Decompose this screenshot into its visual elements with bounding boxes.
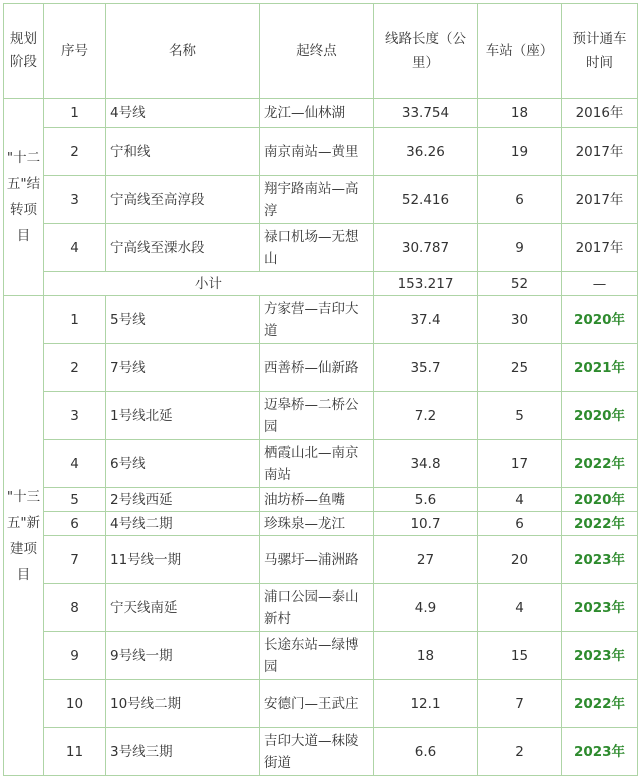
row-no: 6 <box>44 512 106 536</box>
line-name: 宁高线至高淳段 <box>106 176 260 224</box>
table-row <box>4 680 638 728</box>
stations: 30 <box>478 296 562 344</box>
open-year: 2020年 <box>562 488 638 512</box>
line-name: 3号线三期 <box>106 728 260 776</box>
row-no: 2 <box>44 128 106 176</box>
length: 18 <box>374 632 478 680</box>
length: 12.1 <box>374 680 478 728</box>
header-no: 序号 <box>44 4 106 99</box>
open-year: 2020年 <box>562 296 638 344</box>
open-year: 2021年 <box>562 344 638 392</box>
line-name: 宁高线至溧水段 <box>106 224 260 272</box>
stations: 18 <box>478 99 562 128</box>
row-no: 8 <box>44 584 106 632</box>
header-stage: 规划阶段 <box>4 4 44 99</box>
metro-plan-table <box>3 3 638 776</box>
length: 52.416 <box>374 176 478 224</box>
stage-cell-13th: "十三五"新建项目 <box>4 296 44 776</box>
length: 7.2 <box>374 392 478 440</box>
line-name: 6号线 <box>106 440 260 488</box>
header-stations: 车站（座） <box>478 4 562 99</box>
header-length: 线路长度（公里） <box>374 4 478 99</box>
row-no: 4 <box>44 440 106 488</box>
stations: 9 <box>478 224 562 272</box>
length: 30.787 <box>374 224 478 272</box>
table-row <box>4 488 638 512</box>
open-year: 2022年 <box>562 680 638 728</box>
row-no: 4 <box>44 224 106 272</box>
table-row <box>4 536 638 584</box>
table-row <box>4 440 638 488</box>
line-name: 7号线 <box>106 344 260 392</box>
stations: 25 <box>478 344 562 392</box>
subtotal-label: 小计 <box>44 272 374 296</box>
length: 37.4 <box>374 296 478 344</box>
line-name: 宁和线 <box>106 128 260 176</box>
line-name: 9号线一期 <box>106 632 260 680</box>
endpoints: 南京南站—黄里 <box>260 128 374 176</box>
endpoints: 禄口机场—无想山 <box>260 224 374 272</box>
table-row <box>4 128 638 176</box>
length: 33.754 <box>374 99 478 128</box>
line-name: 宁天线南延 <box>106 584 260 632</box>
stations: 19 <box>478 128 562 176</box>
length: 34.8 <box>374 440 478 488</box>
header-open-year: 预计通车时间 <box>562 4 638 99</box>
endpoints: 马骡圩—浦洲路 <box>260 536 374 584</box>
line-name: 4号线二期 <box>106 512 260 536</box>
row-no: 3 <box>44 176 106 224</box>
subtotal-row <box>4 272 638 296</box>
row-no: 9 <box>44 632 106 680</box>
open-year: 2023年 <box>562 632 638 680</box>
endpoints: 珍珠泉—龙江 <box>260 512 374 536</box>
line-name: 11号线一期 <box>106 536 260 584</box>
length: 6.6 <box>374 728 478 776</box>
stations: 17 <box>478 440 562 488</box>
stations: 20 <box>478 536 562 584</box>
row-no: 1 <box>44 99 106 128</box>
endpoints: 油坊桥—鱼嘴 <box>260 488 374 512</box>
open-year: 2022年 <box>562 440 638 488</box>
endpoints: 吉印大道—秣陵街道 <box>260 728 374 776</box>
endpoints: 翔宇路南站—高淳 <box>260 176 374 224</box>
table-row <box>4 176 638 224</box>
row-no: 5 <box>44 488 106 512</box>
open-year: 2022年 <box>562 512 638 536</box>
endpoints: 龙江—仙林湖 <box>260 99 374 128</box>
row-no: 3 <box>44 392 106 440</box>
open-year: 2016年 <box>562 99 638 128</box>
header-row <box>4 4 638 99</box>
stations: 2 <box>478 728 562 776</box>
open-year: 2020年 <box>562 392 638 440</box>
line-name: 1号线北延 <box>106 392 260 440</box>
endpoints: 栖霞山北—南京南站 <box>260 440 374 488</box>
row-no: 7 <box>44 536 106 584</box>
length: 35.7 <box>374 344 478 392</box>
stations: 5 <box>478 392 562 440</box>
subtotal-length: 153.217 <box>374 272 478 296</box>
table-row <box>4 728 638 776</box>
endpoints: 长途东站—绿博园 <box>260 632 374 680</box>
table-row <box>4 224 638 272</box>
open-year: 2023年 <box>562 728 638 776</box>
stations: 7 <box>478 680 562 728</box>
line-name: 10号线二期 <box>106 680 260 728</box>
open-year: 2023年 <box>562 584 638 632</box>
row-no: 11 <box>44 728 106 776</box>
endpoints: 西善桥—仙新路 <box>260 344 374 392</box>
row-no: 1 <box>44 296 106 344</box>
endpoints: 浦口公园—泰山新村 <box>260 584 374 632</box>
table-row <box>4 632 638 680</box>
subtotal-stations: 52 <box>478 272 562 296</box>
length: 36.26 <box>374 128 478 176</box>
header-endpoints: 起终点 <box>260 4 374 99</box>
table-row <box>4 512 638 536</box>
length: 10.7 <box>374 512 478 536</box>
stage-cell-12th: "十二五"结转项目 <box>4 99 44 296</box>
endpoints: 迈皋桥—二桥公园 <box>260 392 374 440</box>
table-row <box>4 392 638 440</box>
subtotal-year: — <box>562 272 638 296</box>
length: 4.9 <box>374 584 478 632</box>
stations: 4 <box>478 584 562 632</box>
open-year: 2017年 <box>562 224 638 272</box>
open-year: 2023年 <box>562 536 638 584</box>
length: 27 <box>374 536 478 584</box>
stations: 6 <box>478 176 562 224</box>
stations: 15 <box>478 632 562 680</box>
stations: 4 <box>478 488 562 512</box>
table-row <box>4 296 638 344</box>
stations: 6 <box>478 512 562 536</box>
row-no: 2 <box>44 344 106 392</box>
endpoints: 安德门—王武庄 <box>260 680 374 728</box>
table-row <box>4 584 638 632</box>
line-name: 4号线 <box>106 99 260 128</box>
table-row <box>4 99 638 128</box>
open-year: 2017年 <box>562 128 638 176</box>
line-name: 5号线 <box>106 296 260 344</box>
length: 5.6 <box>374 488 478 512</box>
open-year: 2017年 <box>562 176 638 224</box>
line-name: 2号线西延 <box>106 488 260 512</box>
header-name: 名称 <box>106 4 260 99</box>
table-row <box>4 344 638 392</box>
row-no: 10 <box>44 680 106 728</box>
endpoints: 方家营—吉印大道 <box>260 296 374 344</box>
